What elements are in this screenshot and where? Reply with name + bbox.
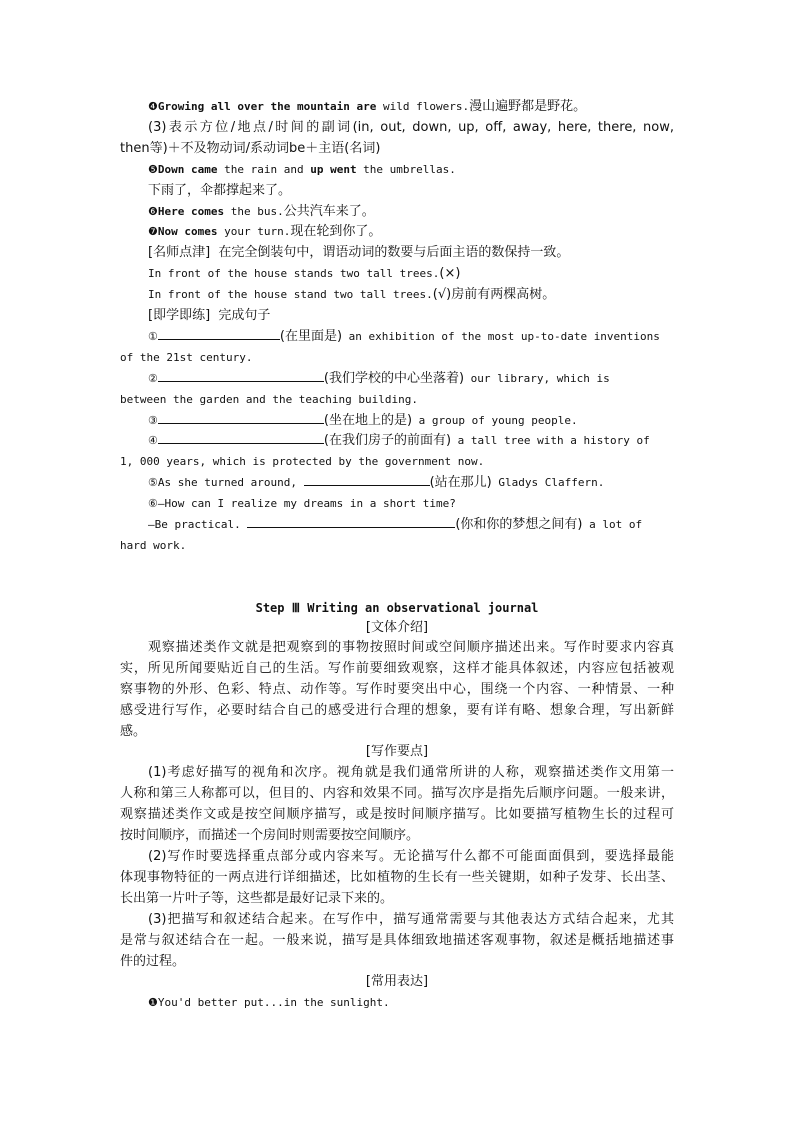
intro-line5: 感。 — [120, 724, 147, 739]
answer-blank[interactable] — [247, 515, 455, 528]
right-example: In front of the house stand two tall trees.(√)房前有两棵高树。 — [148, 287, 556, 302]
point3-line3: 件的过程。 — [120, 954, 186, 969]
answer-blank[interactable] — [158, 369, 324, 382]
question-1-line2: of the 21st century. — [120, 351, 253, 364]
point1-line4: 按时间顺序，而描述一个房间时则需要按空间顺序。 — [120, 828, 420, 843]
question-1: ① (在里面是) an exhibition of the most up-to-date inventions — [148, 329, 660, 344]
expression-1: ❶You'd better put...in the sunlight. — [148, 996, 390, 1009]
teacher-tip: [名师点津] 在完全倒装句中，谓语动词的数要与后面主语的数保持一致。 — [148, 245, 570, 260]
point1-line2: 人称和第三人称都可以，但目的、内容和效果不同。描写次序是指先后顺序问题。一般来讲， — [120, 786, 674, 801]
wrong-example: In front of the house stands two tall trees.(×) — [148, 266, 461, 281]
point2-line1: (2)写作时要选择重点部分或内容来写。无论描写什么都不可能面面俱到，要选择最能 — [148, 849, 674, 864]
step-title: Step Ⅲ Writing an observational journal — [255, 601, 539, 615]
question-3: ③ (坐在地上的是) a group of young people. — [148, 413, 578, 428]
example-4: ❹Growing all over the mountain are wild flowers.漫山遍野都是野花。 — [148, 99, 587, 114]
number-badge: ❹ — [148, 100, 158, 113]
point2-line3: 长出第一片叶子等，这些都是最好记录下来的。 — [120, 891, 394, 906]
intro-line2: 实，所见所闻要贴近自己的生活。写作前要细致观察，这样才能具体叙述，内容应包括被观 — [120, 661, 674, 676]
question-6: ⑥—How can I realize my dreams in a short time? — [148, 497, 456, 510]
point2-line2: 体现事物特征的一两点进行详细描述，比如植物的生长有一些关键期，如种子发芽、长出茎、 — [120, 870, 674, 885]
answer-blank[interactable] — [304, 473, 430, 486]
point3-line1: (3)把描写和叙述结合起来。在写作中，描写通常需要与其他表达方式结合起来，尤其 — [148, 912, 674, 927]
intro-line1: 观察描述类作文就是把观察到的事物按照时间或空间顺序描述出来。写作时要求内容真 — [148, 640, 674, 655]
example-6: ❻Here comes the bus.公共汽车来了。 — [148, 204, 375, 219]
expressions-heading: [常用表达] — [365, 974, 429, 989]
question-2-line2: between the garden and the teaching building. — [120, 393, 419, 406]
point3-line2: 是常与叙述结合在一起。一般来说，描写是具体细致地描述客观事物，叙述是概括地描述事 — [120, 933, 674, 948]
answer-blank[interactable] — [158, 327, 280, 340]
question-2: ② (我们学校的中心坐落着) our library, which is — [148, 371, 610, 386]
rule3-line1: (3)表示方位/地点/时间的副词(in, out, down, up, off, away, here, there, now, — [148, 120, 674, 135]
point1-line1: (1)考虑好描写的视角和次序。视角就是我们通常所讲的人称，观察描述类作文用第一 — [148, 765, 674, 780]
answer-blank[interactable] — [158, 411, 324, 424]
practice-heading: [即学即练] 完成句子 — [148, 308, 271, 323]
question-6-line3: hard work. — [120, 539, 187, 552]
question-4: ④ (在我们房子的前面有) a tall tree with a history of — [148, 433, 650, 448]
intro-line3: 察事物的外形、色彩、特点、动作等。写作时要突出中心，围绕一个内容、一种情景、一种 — [120, 682, 674, 697]
question-6-line2: —Be practical. (你和你的梦想之间有) a lot of — [148, 517, 643, 532]
intro-line4: 感受进行写作，必要时结合自己的感受进行合理的想象，要有详有略、想象合理，写出新鲜 — [120, 703, 674, 718]
example-7: ❼Now comes your turn.现在轮到你了。 — [148, 224, 382, 239]
question-5: ⑤As she turned around, (站在那儿) Gladys Claffern. — [148, 475, 605, 490]
question-4-line2: 1, 000 years, which is protected by the government now. — [120, 455, 485, 468]
rule3-line2: then等)＋不及物动词/系动词be＋主语(名词) — [120, 141, 381, 156]
intro-heading: [文体介绍] — [365, 620, 429, 635]
point1-line3: 观察描述类作文或是按空间顺序描写，或是按时间顺序描写。比如要描写植物生长的过程可 — [120, 807, 674, 822]
example-5: ❺Down came the rain and up went the umbrellas. — [148, 163, 456, 176]
answer-blank[interactable] — [158, 431, 324, 444]
points-heading: [写作要点] — [365, 744, 429, 759]
example-5-translation: 下雨了，伞都撑起来了。 — [148, 183, 292, 198]
